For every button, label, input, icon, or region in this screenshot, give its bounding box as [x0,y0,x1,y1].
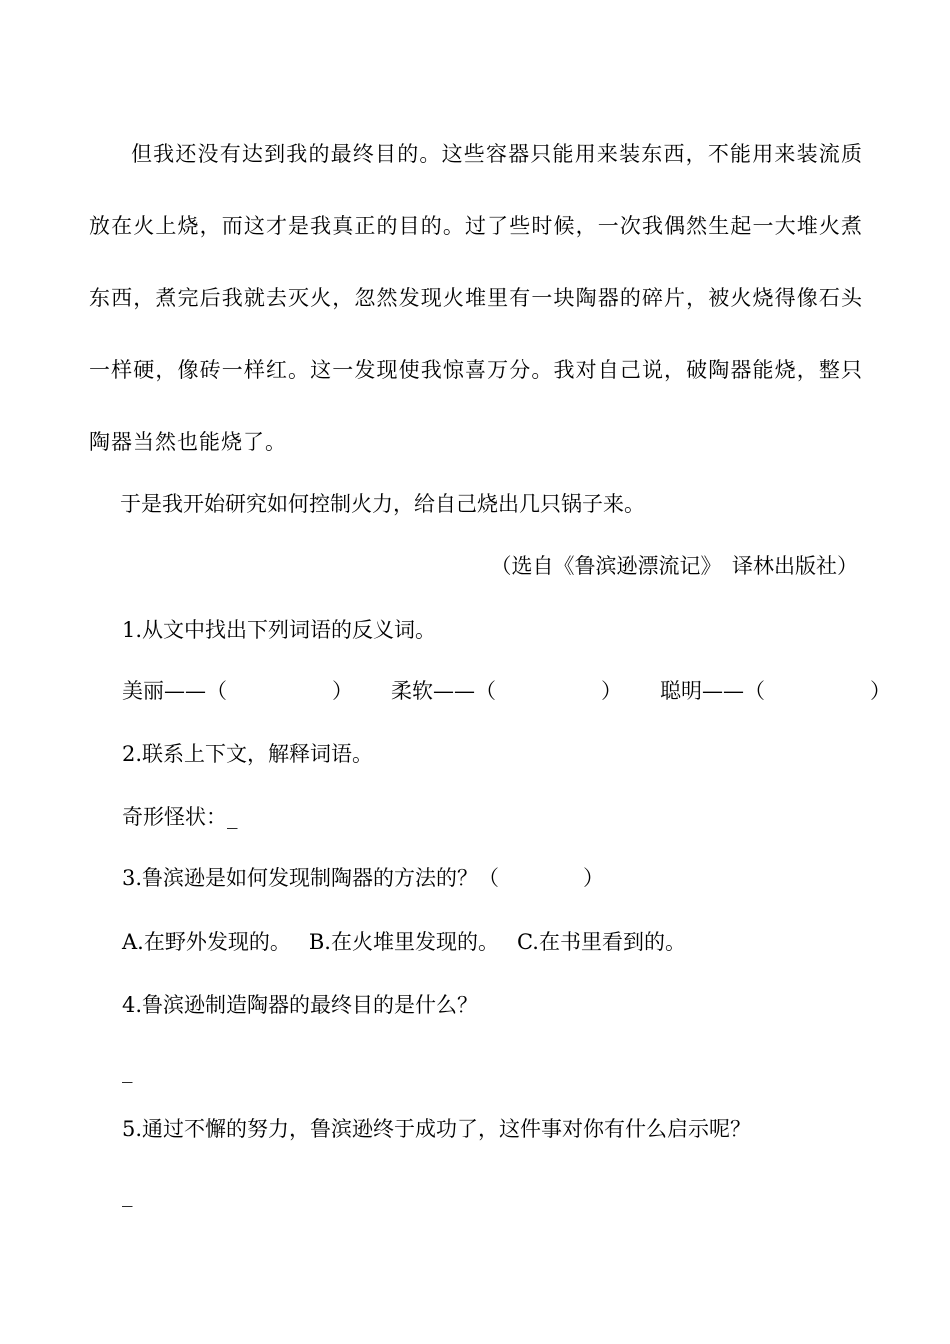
question-2-answer-line[interactable]: 奇形怪状：_ [122,805,238,829]
question-3-prompt: 3.鲁滨逊是如何发现制陶器的方法的？（ ） [122,866,605,890]
source-citation: （选自《鲁滨逊漂流记》 译林出版社） [490,554,858,578]
question-3-options [122,928,686,956]
option-b[interactable]: B.在火堆里发现的。 [308,930,499,954]
antonym-blank-congming[interactable]: 聪明——（ ） [660,679,891,703]
question-1-prompt: 1.从文中找出下列词语的反义词。 [122,618,437,642]
question-5-answer-line[interactable]: _ [122,1183,133,1207]
antonym-blank-meili[interactable]: 美丽——（ ） [122,679,353,703]
option-c[interactable]: C.在书里看到的。 [516,930,686,954]
question-5-prompt: 5.通过不懈的努力，鲁滨逊终于成功了，这件事对你有什么启示呢？ [122,1117,752,1141]
question-2-prompt: 2.联系上下文，解释词语。 [122,742,374,766]
question-4-prompt: 4.鲁滨逊制造陶器的最终目的是什么？ [122,993,479,1017]
question-4-answer-line[interactable]: _ [122,1059,133,1083]
question-1-options [122,677,891,705]
passage-paragraph-2: 于是我开始研究如何控制火力，给自己烧出几只锅子来。 [120,492,645,516]
passage-paragraph-1: 但我还没有达到我的最终目的。这些容器只能用来装东西，不能用来装流质放在火上烧，而这才是我真正的目的。过了些时候，一次我偶然生起一大堆火煮东西，煮完后我就去灭火，忽然发现火堆里有一块陶器的碎片，被火烧得像石头一样硬，像砖一样红。这一发现使我惊喜万分。我对自己说，破陶器能烧，整只陶器当然也能烧了。 [89,142,863,454]
option-a[interactable]: A.在野外发现的。 [122,930,291,954]
antonym-blank-rouruan[interactable]: 柔软——（ ） [391,679,622,703]
